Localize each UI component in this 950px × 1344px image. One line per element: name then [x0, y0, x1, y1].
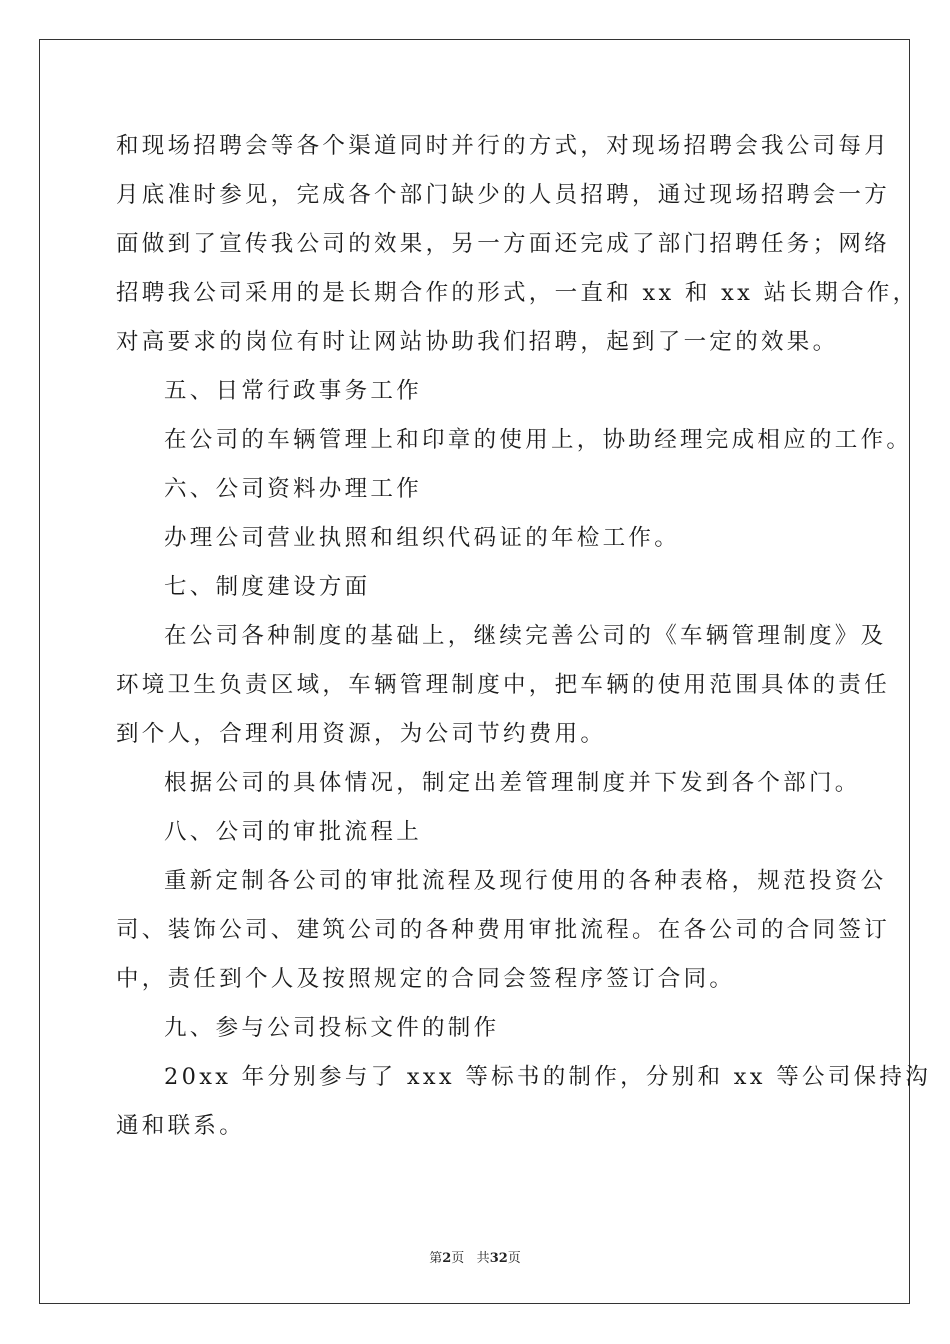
page-number: 2	[442, 1251, 452, 1266]
body-line: 到个人，合理利用资源，为公司节约费用。	[116, 721, 607, 747]
page-footer	[0, 1247, 950, 1266]
body-line: 司、装饰公司、建筑公司的各种费用审批流程。在各公司的合同签订	[116, 917, 891, 943]
page-suffix: 页	[451, 1251, 465, 1266]
body-line: 在公司各种制度的基础上，继续完善公司的《车辆管理制度》及	[164, 623, 887, 649]
body-line: 中，责任到个人及按照规定的合同会签程序签订合同。	[116, 966, 736, 992]
body-line: 月底准时参见，完成各个部门缺少的人员招聘，通过现场招聘会一方	[116, 182, 891, 208]
body-line: 重新定制各公司的审批流程及现行使用的各种表格，规范投资公	[164, 868, 887, 894]
body-line: 根据公司的具体情况，制定出差管理制度并下发到各个部门。	[164, 770, 861, 796]
page-prefix: 第	[429, 1251, 443, 1266]
body-line: 通和联系。	[116, 1113, 246, 1139]
total-pages: 32	[489, 1251, 508, 1266]
body-line: 20xx 年分别参与了 xxx 等标书的制作，分别和 xx 等公司保持沟	[164, 1064, 932, 1090]
body-line: 在公司的车辆管理上和印章的使用上，协助经理完成相应的工作。	[164, 427, 913, 453]
total-prefix: 共	[476, 1251, 490, 1266]
section-heading: 八、公司的审批流程上	[164, 819, 423, 845]
body-line: 招聘我公司采用的是长期合作的形式，一直和 xx 和 xx 站长期合作，	[116, 280, 919, 306]
total-suffix: 页	[507, 1251, 521, 1266]
body-line: 和现场招聘会等各个渠道同时并行的方式，对现场招聘会我公司每月	[116, 133, 891, 159]
body-line: 对高要求的岗位有时让网站协助我们招聘，起到了一定的效果。	[116, 329, 839, 355]
section-heading: 六、公司资料办理工作	[164, 476, 423, 502]
body-line: 面做到了宣传我公司的效果，另一方面还完成了部门招聘任务；网络	[116, 231, 891, 257]
section-heading: 九、参与公司投标文件的制作	[164, 1015, 500, 1041]
body-line: 办理公司营业执照和组织代码证的年检工作。	[164, 525, 681, 551]
section-heading: 五、日常行政事务工作	[164, 378, 423, 404]
section-heading: 七、制度建设方面	[164, 574, 371, 600]
body-line: 环境卫生负责区域，车辆管理制度中，把车辆的使用范围具体的责任	[116, 672, 891, 698]
